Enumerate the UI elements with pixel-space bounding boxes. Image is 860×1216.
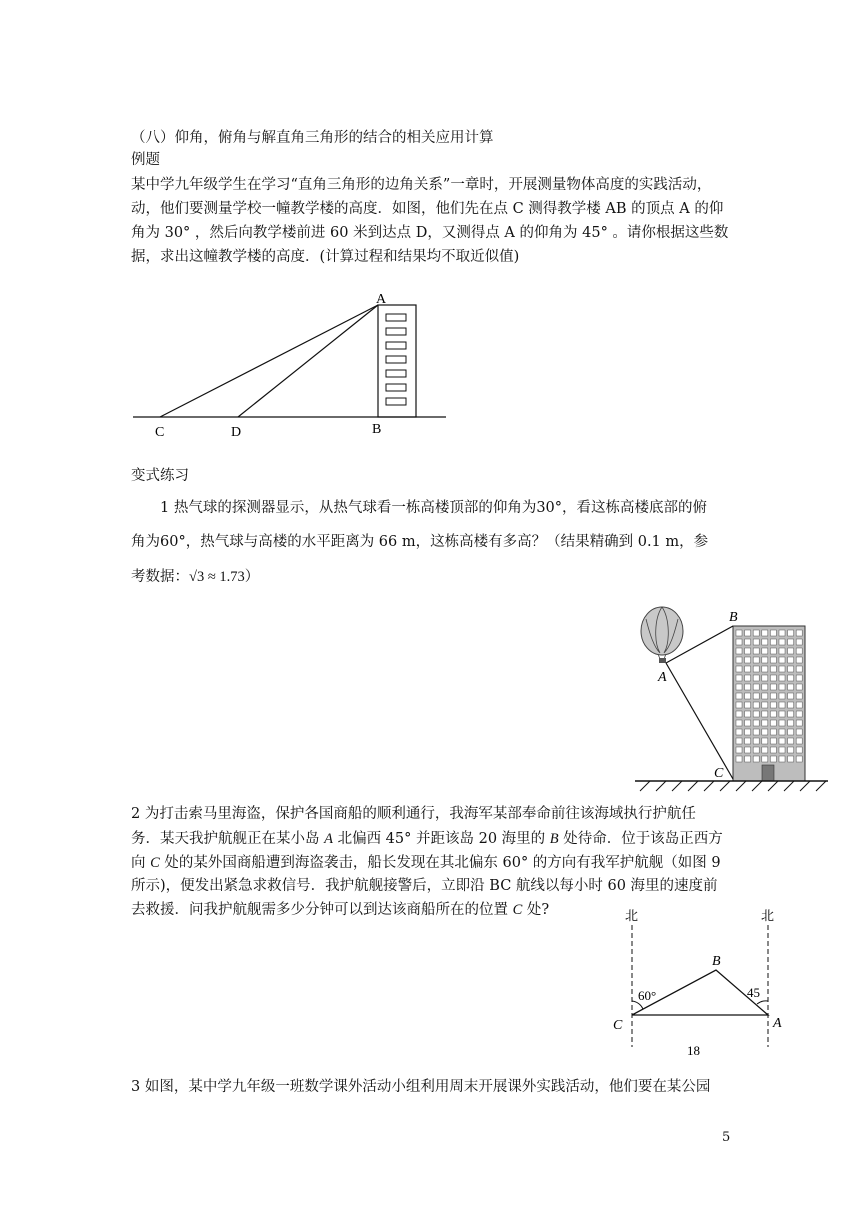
- window: [762, 747, 768, 753]
- window: [796, 693, 802, 699]
- window: [745, 693, 751, 699]
- window: [788, 666, 794, 672]
- label-c: C: [613, 1018, 623, 1033]
- point-c: C: [512, 902, 523, 918]
- window: [736, 720, 742, 726]
- window: [779, 738, 785, 744]
- window: [796, 657, 802, 663]
- window: [745, 648, 751, 654]
- window: [736, 648, 742, 654]
- window: [788, 648, 794, 654]
- window: [736, 675, 742, 681]
- point-c: C: [150, 855, 160, 871]
- window: [779, 648, 785, 654]
- window: [753, 675, 759, 681]
- angle-45: 45: [747, 985, 760, 1000]
- window: [770, 657, 776, 663]
- window: [753, 657, 759, 663]
- window: [788, 675, 794, 681]
- window: [762, 648, 768, 654]
- figure-balloon-building: [630, 605, 830, 793]
- q2-text: 处的某外国商船遭到海盗袭击，船长发现在其北偏东 60° 的方向有我军护航舰（如图 9: [159, 855, 721, 871]
- window: [762, 666, 768, 672]
- window: [779, 630, 785, 636]
- q2-line-5: [131, 899, 549, 921]
- window: [736, 630, 742, 636]
- window: [745, 702, 751, 708]
- window: [788, 756, 794, 762]
- window: [796, 630, 802, 636]
- window: [753, 747, 759, 753]
- q2-line-1: 2 为打击索马里海盗，保护各国商船的顺利通行，我海军某部奉命前往该海域执行护航任: [131, 806, 696, 822]
- window: [762, 657, 768, 663]
- window: [779, 729, 785, 735]
- q2-line-3: [131, 852, 721, 874]
- label-b: B: [372, 422, 382, 437]
- window: [753, 738, 759, 744]
- label-b: B: [729, 610, 738, 625]
- window: [745, 711, 751, 717]
- window: [788, 729, 794, 735]
- window: [788, 738, 794, 744]
- q1-line-1: 1 热气球的探测器显示，从热气球看一栋高楼顶部的仰角为30°，看这栋高楼底部的俯: [160, 500, 708, 516]
- hot-air-balloon: [641, 607, 683, 663]
- sight-line-d: [238, 305, 378, 417]
- window: [779, 684, 785, 690]
- example-line-2: 动，他们要测量学校一幢教学楼的高度．如图，他们先在点 C 测得教学楼 AB 的顶点 A 的仰: [131, 201, 724, 217]
- window: [762, 729, 768, 735]
- window: [788, 657, 794, 663]
- window: [762, 639, 768, 645]
- q2-text: 处待命．位于该岛正西方: [558, 831, 723, 847]
- window: [770, 720, 776, 726]
- label-a: A: [773, 1016, 782, 1031]
- window: [779, 675, 785, 681]
- window: [736, 702, 742, 708]
- window: [736, 684, 742, 690]
- q2-line-4: 所示)，便发出紧急求救信号．我护航舰接警后，立即沿 BC 航线以每小时 60 海里的速度前: [131, 878, 718, 894]
- window: [779, 657, 785, 663]
- window: [762, 711, 768, 717]
- window: [770, 666, 776, 672]
- window: [796, 747, 802, 753]
- building-windows: [386, 314, 406, 405]
- north-label-left: 北: [625, 908, 639, 923]
- window: [753, 756, 759, 762]
- tall-building: [733, 626, 805, 781]
- label-c: C: [155, 425, 165, 440]
- window: [770, 756, 776, 762]
- building: [378, 305, 416, 417]
- window: [762, 756, 768, 762]
- point-a: A: [324, 831, 333, 847]
- sight-line-c: [160, 305, 378, 417]
- window: [736, 639, 742, 645]
- window: [770, 711, 776, 717]
- window: [770, 684, 776, 690]
- window: [753, 702, 759, 708]
- window: [788, 639, 794, 645]
- window: [796, 666, 802, 672]
- window: [779, 720, 785, 726]
- window: [762, 720, 768, 726]
- angle-arc-a: [757, 1001, 768, 1004]
- window: [736, 729, 742, 735]
- window: [796, 639, 802, 645]
- window: [745, 675, 751, 681]
- window: [736, 747, 742, 753]
- window: [745, 657, 751, 663]
- window: [762, 675, 768, 681]
- window: [779, 756, 785, 762]
- window: [745, 747, 751, 753]
- q2-text: 北偏西 45° 并距该岛 20 海里的: [332, 831, 550, 847]
- window: [796, 738, 802, 744]
- q2-text: 务．某天我护航舰正在某小岛: [131, 831, 325, 847]
- window: [796, 711, 802, 717]
- window: [770, 648, 776, 654]
- q2-line-2: [131, 828, 723, 850]
- window: [753, 693, 759, 699]
- label-b: B: [712, 954, 721, 969]
- window: [796, 702, 802, 708]
- window: [762, 684, 768, 690]
- page-number: 5: [722, 1130, 731, 1145]
- window: [753, 666, 759, 672]
- window: [779, 711, 785, 717]
- window: [796, 720, 802, 726]
- window: [788, 684, 794, 690]
- q1-close: ）: [244, 569, 260, 585]
- window: [745, 666, 751, 672]
- window: [745, 684, 751, 690]
- window: [753, 639, 759, 645]
- window: [736, 657, 742, 663]
- example-line-3: 角为 30° ，然后向教学楼前进 60 米到达点 D，又测得点 A 的仰角为 45° 。请你根据这些数: [131, 225, 729, 241]
- north-label-right: 北: [761, 908, 775, 923]
- window: [762, 738, 768, 744]
- figure-navigation-triangle: [605, 905, 790, 1060]
- example-label: 例题: [131, 152, 160, 168]
- figure-building-elevation: [130, 290, 450, 440]
- window: [770, 702, 776, 708]
- point-b: B: [549, 831, 559, 847]
- window: [779, 639, 785, 645]
- window: [753, 684, 759, 690]
- sqrt3-formula: √3 ≈ 1.73: [189, 569, 245, 585]
- window: [745, 756, 751, 762]
- window: [788, 747, 794, 753]
- angle-60: 60°: [638, 988, 657, 1003]
- q1-ref-label: 考数据：: [131, 569, 189, 585]
- window: [753, 630, 759, 636]
- window: [745, 729, 751, 735]
- q2-text: 处?: [522, 902, 550, 918]
- window: [753, 711, 759, 717]
- q2-text: 向: [131, 855, 151, 871]
- window: [745, 720, 751, 726]
- window: [762, 693, 768, 699]
- window: [736, 693, 742, 699]
- window: [788, 711, 794, 717]
- window: [788, 693, 794, 699]
- window: [736, 711, 742, 717]
- building-door: [762, 765, 774, 781]
- window: [762, 630, 768, 636]
- label-a: A: [376, 292, 387, 307]
- section-heading: （八）仰角，俯角与解直角三角形的结合的相关应用计算: [131, 130, 494, 146]
- window: [770, 747, 776, 753]
- window: [788, 630, 794, 636]
- window: [762, 702, 768, 708]
- window: [770, 675, 776, 681]
- q2-text: 去救援．问我护航舰需多少分钟可以到达该商船所在的位置: [131, 902, 513, 918]
- window: [788, 720, 794, 726]
- window: [779, 666, 785, 672]
- window: [753, 729, 759, 735]
- window: [770, 729, 776, 735]
- window: [796, 684, 802, 690]
- window: [753, 720, 759, 726]
- example-line-1: 某中学九年级学生在学习“直角三角形的边角关系”一章时，开展测量物体高度的实践活动，: [131, 177, 712, 193]
- window: [796, 648, 802, 654]
- window: [779, 702, 785, 708]
- window: [779, 693, 785, 699]
- ground-hatching: [640, 781, 826, 791]
- label-c: C: [714, 766, 724, 781]
- window: [796, 675, 802, 681]
- window: [770, 738, 776, 744]
- window: [770, 630, 776, 636]
- label-d: D: [231, 425, 242, 440]
- window: [736, 738, 742, 744]
- window: [736, 756, 742, 762]
- example-line-4: 据，求出这幢教学楼的高度．(计算过程和结果均不取近似值): [131, 249, 520, 265]
- window: [770, 693, 776, 699]
- window: [745, 639, 751, 645]
- window: [745, 738, 751, 744]
- variant-label: 变式练习: [131, 468, 189, 484]
- window: [788, 702, 794, 708]
- window: [736, 666, 742, 672]
- q1-line-3: [131, 566, 259, 588]
- window: [753, 648, 759, 654]
- q3-line-1: 3 如图，某中学九年级一班数学课外活动小组利用周末开展课外实践活动，他们要在某公园: [131, 1079, 711, 1095]
- window: [745, 630, 751, 636]
- window: [796, 729, 802, 735]
- label-a: A: [658, 670, 667, 685]
- sight-line-to-bottom: [666, 663, 733, 779]
- window: [796, 756, 802, 762]
- window: [779, 747, 785, 753]
- figure-caption: 18: [687, 1043, 700, 1058]
- q1-line-2: 角为60°，热气球与高楼的水平距离为 66 m，这栋高楼有多高？（结果精确到 0.1 m，参: [131, 534, 709, 550]
- window: [770, 639, 776, 645]
